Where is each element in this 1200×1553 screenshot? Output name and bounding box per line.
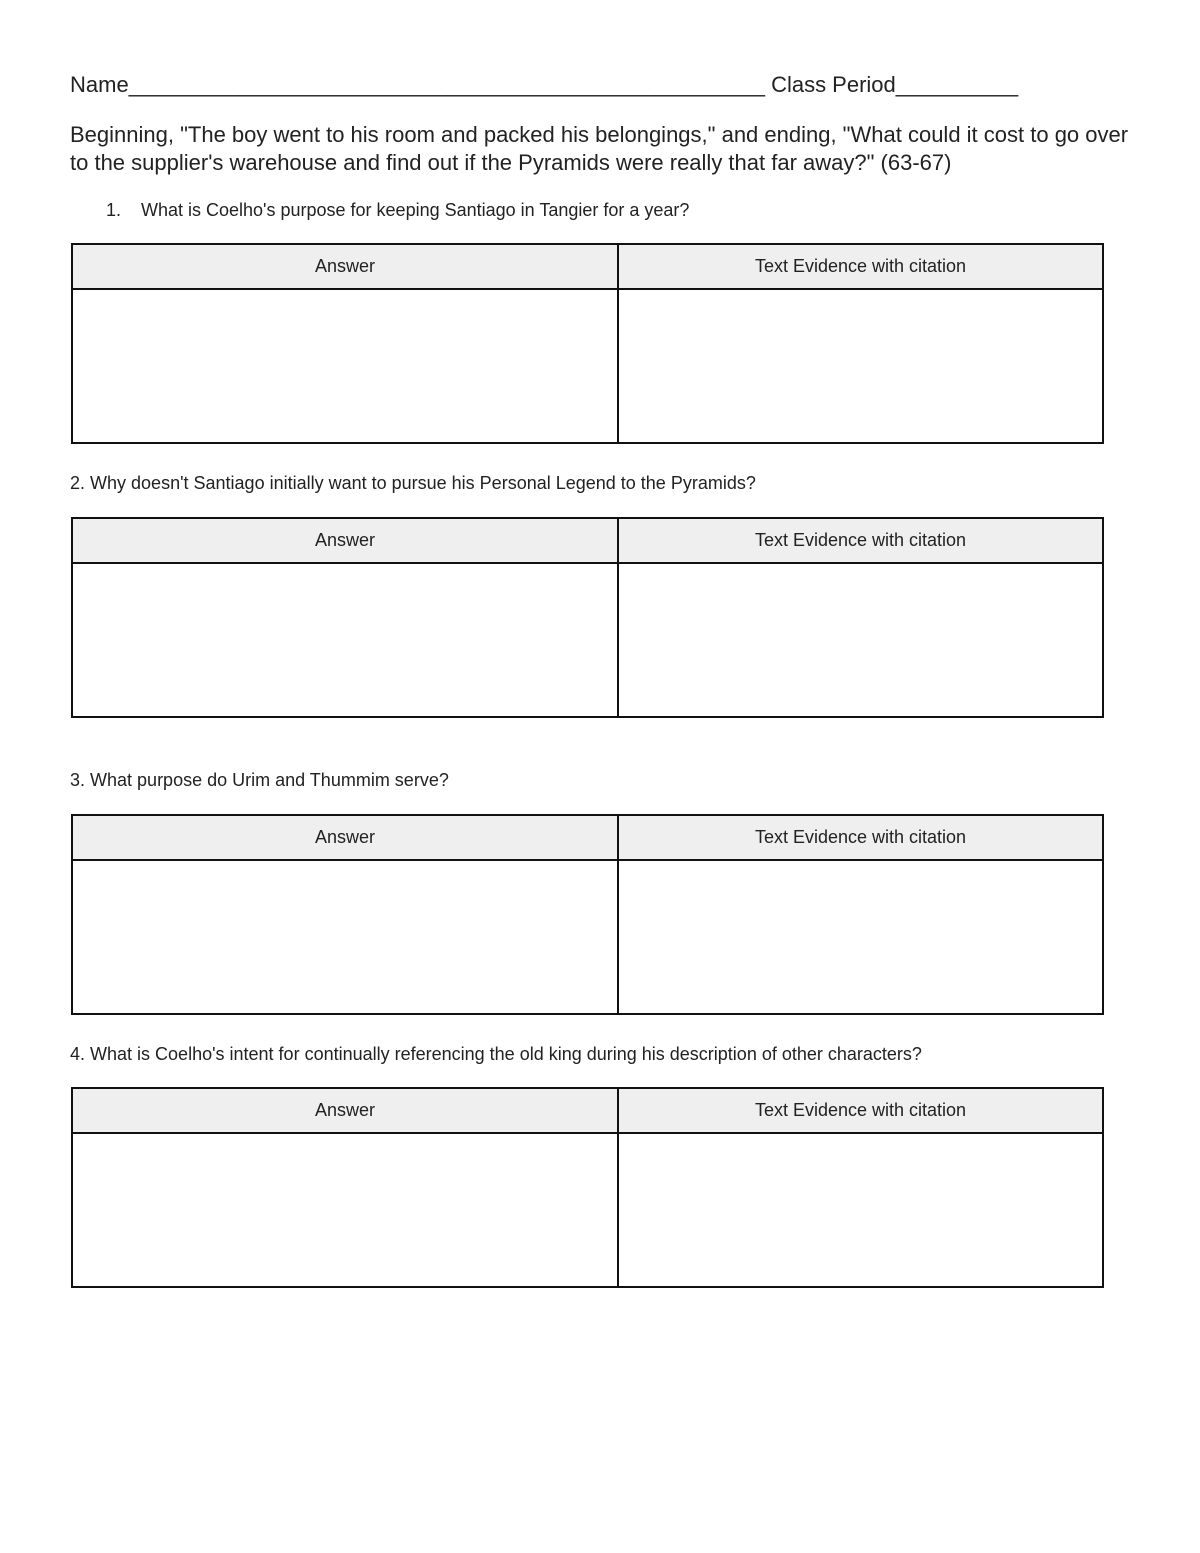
question-number: 1. bbox=[106, 200, 122, 220]
question-2 bbox=[70, 471, 756, 495]
question-text: What is Coelho's purpose for keeping Santiago in Tangier for a year? bbox=[141, 200, 690, 220]
evidence-header: Text Evidence with citation bbox=[618, 244, 1103, 289]
question-number: 2. bbox=[70, 473, 86, 493]
evidence-header: Text Evidence with citation bbox=[618, 815, 1103, 860]
name-class-line bbox=[70, 71, 1018, 99]
answer-header: Answer bbox=[72, 815, 618, 860]
class-period-blank[interactable]: __________ bbox=[895, 72, 1019, 97]
evidence-cell[interactable] bbox=[618, 860, 1103, 1014]
answer-header: Answer bbox=[72, 244, 618, 289]
evidence-header: Text Evidence with citation bbox=[618, 1088, 1103, 1133]
question-4 bbox=[70, 1042, 922, 1066]
question-number: 4. bbox=[70, 1044, 86, 1064]
evidence-cell[interactable] bbox=[618, 1133, 1103, 1287]
class-period-label: Class Period bbox=[771, 72, 896, 97]
evidence-cell[interactable] bbox=[618, 289, 1103, 443]
answer-table-1 bbox=[71, 243, 1104, 444]
question-text: What purpose do Urim and Thummim serve? bbox=[90, 770, 449, 790]
answer-table-3 bbox=[71, 814, 1104, 1015]
reading-passage-reference: Beginning, "The boy went to his room and packed his belongings," and ending, "What could it cost to go over to the supplier's warehouse and find out if the Pyramids were really that far away?" (63-67) bbox=[70, 122, 1129, 175]
question-number: 3. bbox=[70, 770, 86, 790]
answer-cell[interactable] bbox=[72, 1133, 618, 1287]
answer-table-2 bbox=[71, 517, 1104, 718]
answer-header: Answer bbox=[72, 1088, 618, 1133]
question-text: Why doesn't Santiago initially want to pursue his Personal Legend to the Pyramids? bbox=[90, 473, 756, 493]
evidence-cell[interactable] bbox=[618, 563, 1103, 717]
answer-cell[interactable] bbox=[72, 289, 618, 443]
question-3 bbox=[70, 768, 449, 792]
question-1 bbox=[70, 198, 689, 222]
answer-table-4 bbox=[71, 1087, 1104, 1288]
evidence-header: Text Evidence with citation bbox=[618, 518, 1103, 563]
name-blank[interactable]: ____________________________________________________ bbox=[128, 72, 765, 97]
name-label: Name bbox=[70, 72, 129, 97]
answer-cell[interactable] bbox=[72, 563, 618, 717]
answer-header: Answer bbox=[72, 518, 618, 563]
answer-cell[interactable] bbox=[72, 860, 618, 1014]
question-text: What is Coelho's intent for continually referencing the old king during his description of other characters? bbox=[90, 1044, 922, 1064]
